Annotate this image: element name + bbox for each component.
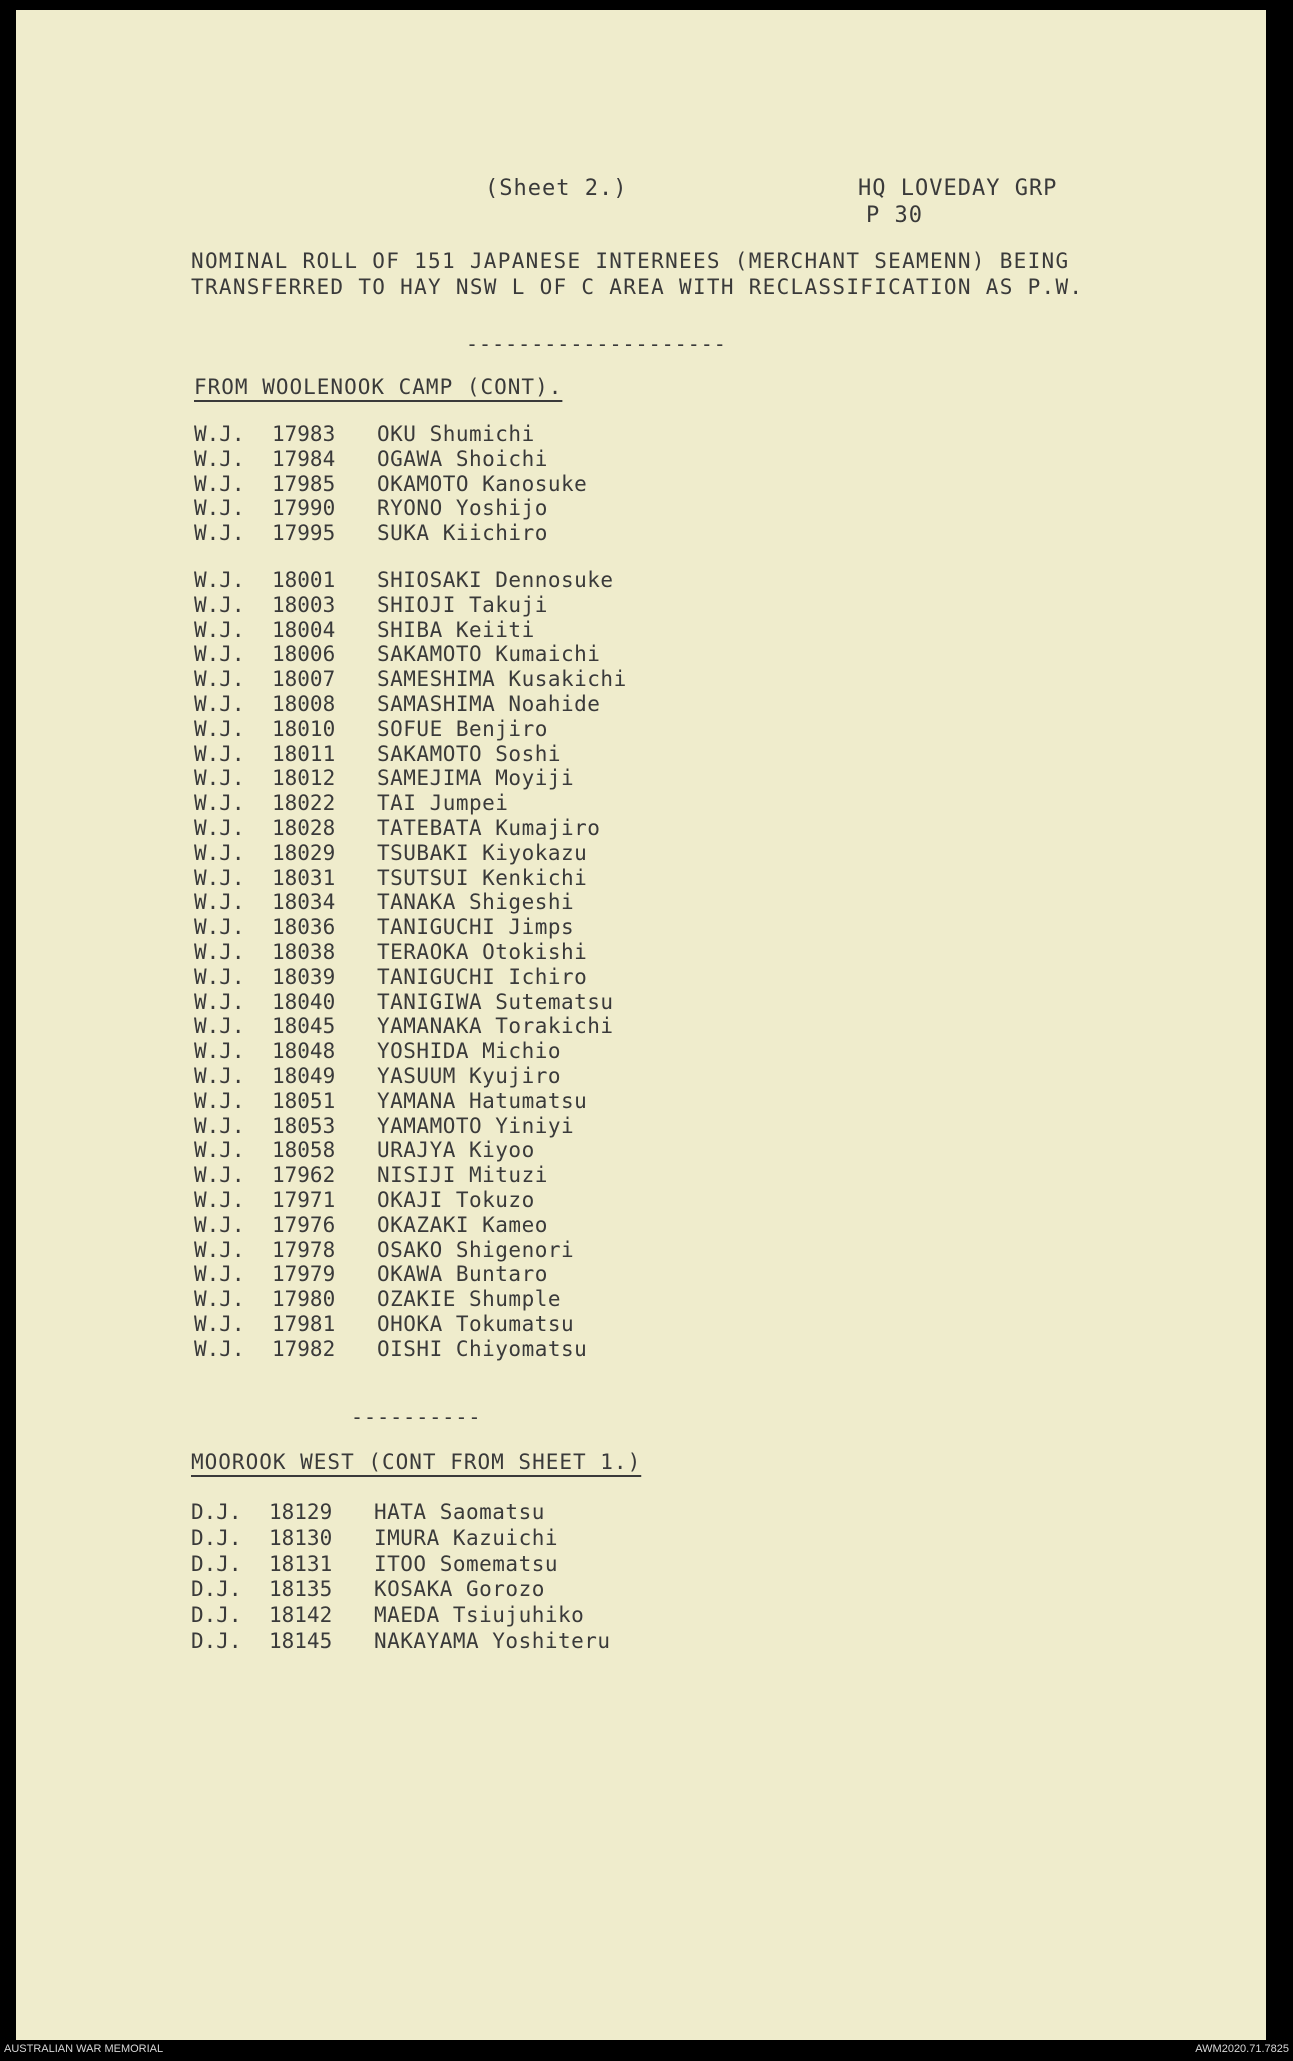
internee-prefix: W.J. (194, 915, 245, 940)
internee-name: TANIGUCHI Ichiro (377, 964, 588, 989)
internee-number: 18053 (272, 1113, 336, 1138)
internee-name: SOFUE Benjiro (377, 716, 548, 741)
roll-entry (194, 1163, 627, 1188)
internee-name: YOSHIDA Michio (377, 1039, 562, 1064)
internee-name: OISHI Chiyomatsu (377, 1336, 588, 1361)
internee-prefix: W.J. (194, 939, 245, 964)
roll-entry (194, 447, 587, 472)
internee-prefix: W.J. (194, 1262, 245, 1287)
roll-entry (194, 496, 587, 521)
internee-prefix: W.J. (194, 741, 245, 766)
internee-prefix: W.J. (194, 1336, 245, 1361)
title-line-2: TRANSFERRED TO HAY NSW L OF C AREA WITH RECLASSIFICATION AS P.W. (191, 275, 1084, 299)
roll-entry (191, 1552, 611, 1578)
internee-prefix: W.J. (194, 989, 245, 1014)
internee-name: TSUTSUI Kenkichi (377, 865, 588, 890)
internee-number: 17971 (272, 1187, 336, 1212)
roll-entry (194, 940, 627, 965)
internee-number: 18039 (272, 964, 336, 989)
internee-prefix: W.J. (194, 964, 245, 989)
internee-number: 18049 (272, 1063, 336, 1088)
roll-entry (194, 816, 627, 841)
internee-number: 18001 (272, 568, 336, 592)
internee-number: 18045 (272, 1014, 336, 1039)
roll-entry (194, 1287, 627, 1312)
roll-entry (194, 1014, 627, 1039)
roll-entry (191, 1629, 611, 1655)
internee-name: OKAMOTO Kanosuke (377, 471, 588, 496)
internee-prefix: W.J. (194, 446, 245, 471)
roll-entry (194, 965, 627, 990)
internee-prefix: D.J. (191, 1603, 242, 1628)
internee-name: HATA Saomatsu (374, 1500, 545, 1524)
internee-number: 18003 (272, 592, 336, 617)
internee-name: URAJYA Kiyoo (377, 1138, 535, 1163)
roll-entry (194, 667, 627, 692)
internee-number: 18040 (272, 989, 336, 1014)
internee-name: TANIGIWA Sutematsu (377, 989, 614, 1014)
internee-number: 18007 (272, 667, 336, 692)
roll-entry (194, 841, 627, 866)
internee-number: 17978 (272, 1237, 336, 1262)
internee-number: 17981 (272, 1311, 336, 1336)
page-reference: P 30 (866, 203, 923, 228)
roll-entry (194, 717, 627, 742)
roll-entry (191, 1526, 611, 1552)
internee-name: TERAOKA Otokishi (377, 939, 588, 964)
roll-entry (194, 568, 627, 593)
internee-name: TATEBATA Kumajiro (377, 815, 601, 840)
internee-name: RYONO Yoshijo (377, 496, 548, 521)
roll-entry (194, 1312, 627, 1337)
internee-prefix: W.J. (194, 1187, 245, 1212)
roll-entry (194, 1238, 627, 1263)
internee-list (191, 1500, 611, 1655)
internee-prefix: W.J. (194, 422, 245, 446)
internee-number: 18129 (269, 1500, 333, 1524)
internee-prefix: W.J. (194, 642, 245, 667)
internee-name: ITOO Somematsu (374, 1551, 559, 1576)
internee-prefix: D.J. (191, 1577, 242, 1602)
internee-name: OZAKIE Shumple (377, 1287, 562, 1312)
internee-prefix: W.J. (194, 691, 245, 716)
internee-number: 18058 (272, 1138, 336, 1163)
roll-entry (194, 1039, 627, 1064)
internee-number: 18012 (272, 766, 336, 791)
internee-name: OKU Shumichi (377, 422, 535, 446)
internee-prefix: D.J. (191, 1500, 242, 1524)
roll-entry (191, 1577, 611, 1603)
roll-entry (194, 791, 627, 816)
hq-reference: HQ LOVEDAY GRP (858, 176, 1058, 201)
title-line-1: NOMINAL ROLL OF 151 JAPANESE INTERNEES (MERCHANT SEAMENN) BEING (191, 249, 1070, 273)
internee-list (194, 422, 587, 546)
internee-prefix: W.J. (194, 592, 245, 617)
internee-list (194, 568, 627, 1362)
internee-number: 18142 (269, 1603, 333, 1628)
internee-number: 18006 (272, 642, 336, 667)
roll-entry (194, 866, 627, 891)
internee-prefix: W.J. (194, 1088, 245, 1113)
internee-number: 18036 (272, 915, 336, 940)
internee-number: 17995 (272, 521, 336, 546)
roll-entry (194, 472, 587, 497)
internee-prefix: W.J. (194, 815, 245, 840)
section-heading-woolenook: FROM WOOLENOOK CAMP (CONT). (194, 375, 563, 399)
internee-number: 17980 (272, 1287, 336, 1312)
roll-entry (194, 890, 627, 915)
roll-entry (191, 1500, 611, 1526)
internee-name: YAMANA Hatumatsu (377, 1088, 588, 1113)
roll-entry (194, 1262, 627, 1287)
internee-prefix: W.J. (194, 716, 245, 741)
internee-number: 18034 (272, 890, 336, 915)
internee-number: 18011 (272, 741, 336, 766)
internee-prefix: W.J. (194, 1311, 245, 1336)
roll-entry (194, 1114, 627, 1139)
roll-entry (194, 642, 627, 667)
internee-name: SAMEJIMA Moyiji (377, 766, 575, 791)
internee-prefix: W.J. (194, 617, 245, 642)
section-heading-moorook-west: MOOROOK WEST (CONT FROM SHEET 1.) (191, 1450, 642, 1474)
roll-entry (191, 1603, 611, 1629)
internee-number: 18004 (272, 617, 336, 642)
internee-prefix: W.J. (194, 1063, 245, 1088)
roll-entry (194, 1213, 627, 1238)
divider-rule: ---------- (351, 1405, 482, 1429)
footer-credit: AUSTRALIAN WAR MEMORIAL (4, 2043, 164, 2055)
internee-prefix: W.J. (194, 1039, 245, 1064)
internee-prefix: W.J. (194, 1287, 245, 1312)
internee-number: 17962 (272, 1163, 336, 1188)
internee-number: 18008 (272, 691, 336, 716)
internee-prefix: W.J. (194, 568, 245, 592)
internee-prefix: W.J. (194, 1163, 245, 1188)
internee-name: SHIOSAKI Dennosuke (377, 568, 614, 592)
internee-name: TANAKA Shigeshi (377, 890, 575, 915)
internee-prefix: W.J. (194, 1237, 245, 1262)
internee-name: YASUUM Kyujiro (377, 1063, 562, 1088)
internee-prefix: W.J. (194, 890, 245, 915)
internee-prefix: W.J. (194, 496, 245, 521)
internee-name: OKAJI Tokuzo (377, 1187, 535, 1212)
internee-number: 17990 (272, 496, 336, 521)
internee-prefix: W.J. (194, 1212, 245, 1237)
roll-entry (194, 593, 627, 618)
internee-number: 18131 (269, 1551, 333, 1576)
internee-name: OKAWA Buntaro (377, 1262, 548, 1287)
internee-number: 18028 (272, 815, 336, 840)
internee-number: 17982 (272, 1336, 336, 1361)
roll-entry (194, 1138, 627, 1163)
internee-name: SAKAMOTO Kumaichi (377, 642, 601, 667)
document-page (16, 10, 1266, 2040)
internee-number: 17983 (272, 422, 336, 446)
internee-name: SAKAMOTO Soshi (377, 741, 562, 766)
roll-entry (194, 692, 627, 717)
internee-prefix: W.J. (194, 471, 245, 496)
internee-prefix: D.J. (191, 1628, 242, 1653)
internee-name: TANIGUCHI Jimps (377, 915, 575, 940)
internee-prefix: W.J. (194, 1113, 245, 1138)
internee-prefix: W.J. (194, 840, 245, 865)
internee-number: 17984 (272, 446, 336, 471)
internee-prefix: W.J. (194, 865, 245, 890)
internee-name: SHIOJI Takuji (377, 592, 548, 617)
internee-name: SUKA Kiichiro (377, 521, 548, 546)
roll-entry (194, 742, 627, 767)
internee-number: 17979 (272, 1262, 336, 1287)
internee-name: IMURA Kazuichi (374, 1525, 559, 1550)
roll-entry (194, 766, 627, 791)
internee-name: MAEDA Tsiujuhiko (374, 1603, 585, 1628)
internee-number: 18048 (272, 1039, 336, 1064)
internee-prefix: W.J. (194, 1014, 245, 1039)
internee-number: 17976 (272, 1212, 336, 1237)
internee-name: YAMAMOTO Yiniyi (377, 1113, 575, 1138)
internee-prefix: W.J. (194, 521, 245, 546)
roll-entry (194, 1337, 627, 1362)
internee-number: 17985 (272, 471, 336, 496)
internee-name: OGAWA Shoichi (377, 446, 548, 471)
internee-name: OKAZAKI Kameo (377, 1212, 548, 1237)
internee-prefix: W.J. (194, 766, 245, 791)
internee-name: TAI Jumpei (377, 791, 509, 816)
internee-name: NAKAYAMA Yoshiteru (374, 1628, 611, 1653)
internee-number: 18130 (269, 1525, 333, 1550)
divider-rule: -------------------- (466, 332, 727, 356)
internee-prefix: D.J. (191, 1551, 242, 1576)
internee-name: TSUBAKI Kiyokazu (377, 840, 588, 865)
internee-number: 18031 (272, 865, 336, 890)
internee-name: SHIBA Keiiti (377, 617, 535, 642)
internee-name: SAMESHIMA Kusakichi (377, 667, 627, 692)
internee-prefix: W.J. (194, 1138, 245, 1163)
roll-entry (194, 990, 627, 1015)
internee-name: OHOKA Tokumatsu (377, 1311, 575, 1336)
roll-entry (194, 422, 587, 447)
sheet-number: (Sheet 2.) (485, 176, 628, 201)
internee-name: YAMANAKA Torakichi (377, 1014, 614, 1039)
roll-entry (194, 1188, 627, 1213)
footer-accession-number: AWM2020.71.7825 (1195, 2043, 1289, 2055)
internee-number: 18022 (272, 791, 336, 816)
internee-name: KOSAKA Gorozo (374, 1577, 545, 1602)
internee-name: OSAKO Shigenori (377, 1237, 575, 1262)
internee-number: 18135 (269, 1577, 333, 1602)
internee-prefix: W.J. (194, 667, 245, 692)
roll-entry (194, 915, 627, 940)
roll-entry (194, 521, 587, 546)
internee-prefix: D.J. (191, 1525, 242, 1550)
internee-name: NISIJI Mituzi (377, 1163, 548, 1188)
document-title (191, 248, 1083, 300)
internee-prefix: W.J. (194, 791, 245, 816)
internee-name: SAMASHIMA Noahide (377, 691, 601, 716)
internee-number: 18145 (269, 1628, 333, 1653)
roll-entry (194, 1064, 627, 1089)
internee-number: 18038 (272, 939, 336, 964)
internee-number: 18051 (272, 1088, 336, 1113)
internee-number: 18010 (272, 716, 336, 741)
internee-number: 18029 (272, 840, 336, 865)
roll-entry (194, 618, 627, 643)
roll-entry (194, 1089, 627, 1114)
